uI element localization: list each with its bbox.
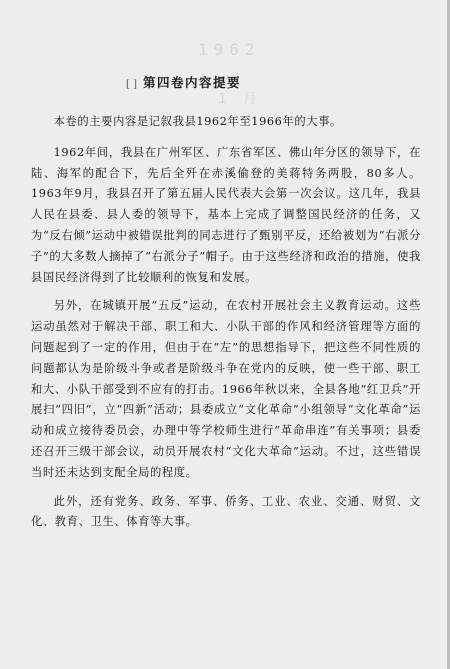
bleed-through-month: 1 月 bbox=[218, 91, 261, 107]
paragraph-1962-events: 1962年间，我县在广州军区、广东省军区、佛山年分区的领导下，在陆、海军的配合下，先后全歼在赤溪偷登的美蒋特务两股，80多人。1963年9月，我县召开了第五届人民代表大会第一次会议。这几年，我县人民在县委、县人委的领导下，基本上完成了调整国民经济的任务，又为“反右倾”运动中被错误批判的同志进行了甄别平反，还给被划为“右派分子”的大多数人摘掉了“右派分子”帽子。由于这些经济和政治的措施，使我县国民经济得到了比较顺利的恢复和发展。 bbox=[31, 145, 421, 284]
heading-title: 第四卷内容提要 bbox=[142, 75, 241, 90]
paragraph-campaigns: 另外，在城镇开展“五反”运动，在农村开展社会主义教育运动。这些运动虽然对于解决干部、职工和大、小队干部的作风和经济管理等方面的问题起到了一定的作用，但由于在“左”的思想指导下，把这些不同性质的问题都认为是阶级斗争或者是阶级斗争在党内的反映，使一些干部、职工和大、小队干部受到不应有的打击。1966年秋以来，全县各地“红卫兵”开展扫“四旧”，立“四新”活动；县委成立“文化革命”小组领导“文化革命”运动和成立接待委员会，办理中等学校师生进行“革命串连”有关事项；县委还召开三级干部会议，动员开展农村“文化大革命”运动。不过，这些错误当时还未达到支配全局的程度。 bbox=[31, 299, 421, 479]
bleed-through-year: 1962 bbox=[198, 40, 261, 59]
paragraph-intro: 本卷的主要内容是记叙我县1962年至1966年的大事。 bbox=[53, 115, 342, 128]
paragraph-other-affairs: 此外，还有党务、政务、军事、侨务、工业、农业、交通、财贸、文化、教育、卫生、体育等大事。 bbox=[31, 494, 421, 529]
page-heading bbox=[126, 73, 241, 91]
document-body bbox=[31, 112, 421, 541]
heading-mark: [ ] bbox=[126, 79, 137, 90]
